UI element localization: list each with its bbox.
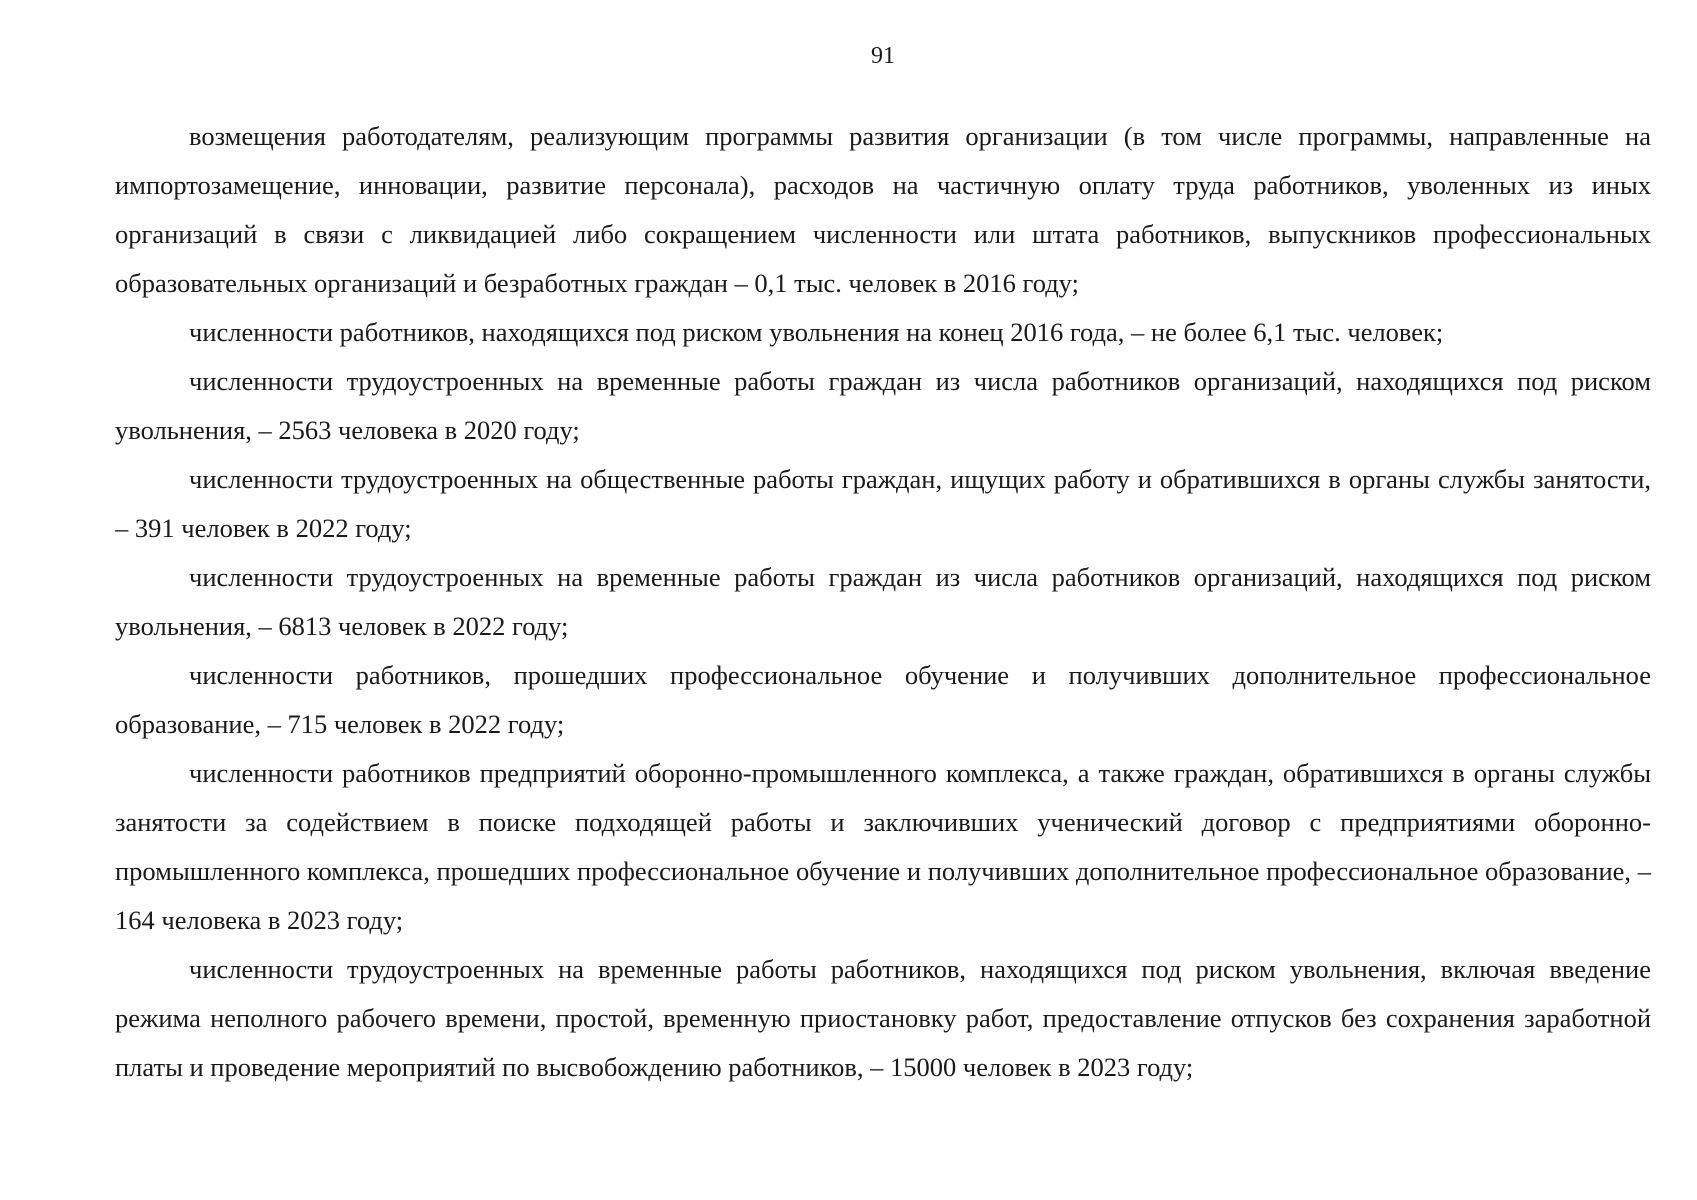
- paragraph-5: численности трудоустроенных на временные работы граждан из числа работников организаций, находящихся под риском увольнения, – 6813 человек в 2022 году;: [115, 562, 1651, 641]
- document-body: [115, 112, 1651, 1092]
- paragraph-1: возмещения работодателям, реализующим программы развития организации (в том числе программы, направленные на импортозамещение, инновации, развитие персонала), расходов на частичную оплату труда работников, уволенных из иных организаций в связи с ликвидацией либо сокращением численности или штата работников, выпускников профессиональных образовательных организаций и безработных граждан – 0,1 тыс. человек в 2016 году;: [115, 121, 1651, 298]
- page-number: 91: [871, 43, 895, 69]
- paragraph-7: численности работников предприятий оборонно-промышленного комплекса, а также граждан, обратившихся в органы службы занятости за содействием в поиске подходящей работы и заключивших ученический договор с предприятиями оборонно-промышленного комплекса, прошедших профессиональное обучение и получивших дополнительное профессиональное образование, – 164 человека в 2023 году;: [115, 758, 1651, 935]
- paragraph-6: численности работников, прошедших профессиональное обучение и получивших дополнительное профессиональное образование, – 715 человек в 2022 году;: [115, 660, 1651, 739]
- paragraph-3: численности трудоустроенных на временные работы граждан из числа работников организаций, находящихся под риском увольнения, – 2563 человека в 2020 году;: [115, 366, 1651, 445]
- paragraph-4: численности трудоустроенных на общественные работы граждан, ищущих работу и обратившихся в органы службы занятости, – 391 человек в 2022 году;: [115, 464, 1651, 543]
- paragraph-2: численности работников, находящихся под риском увольнения на конец 2016 года, – не более 6,1 тыс. человек;: [189, 317, 1444, 347]
- paragraph-8: численности трудоустроенных на временные работы работников, находящихся под риском увольнения, включая введение режима неполного рабочего времени, простой, временную приостановку работ, предоставление отпусков без сохранения заработной платы и проведение мероприятий по высвобождению работников, – 15000 человек в 2023 году;: [115, 954, 1651, 1082]
